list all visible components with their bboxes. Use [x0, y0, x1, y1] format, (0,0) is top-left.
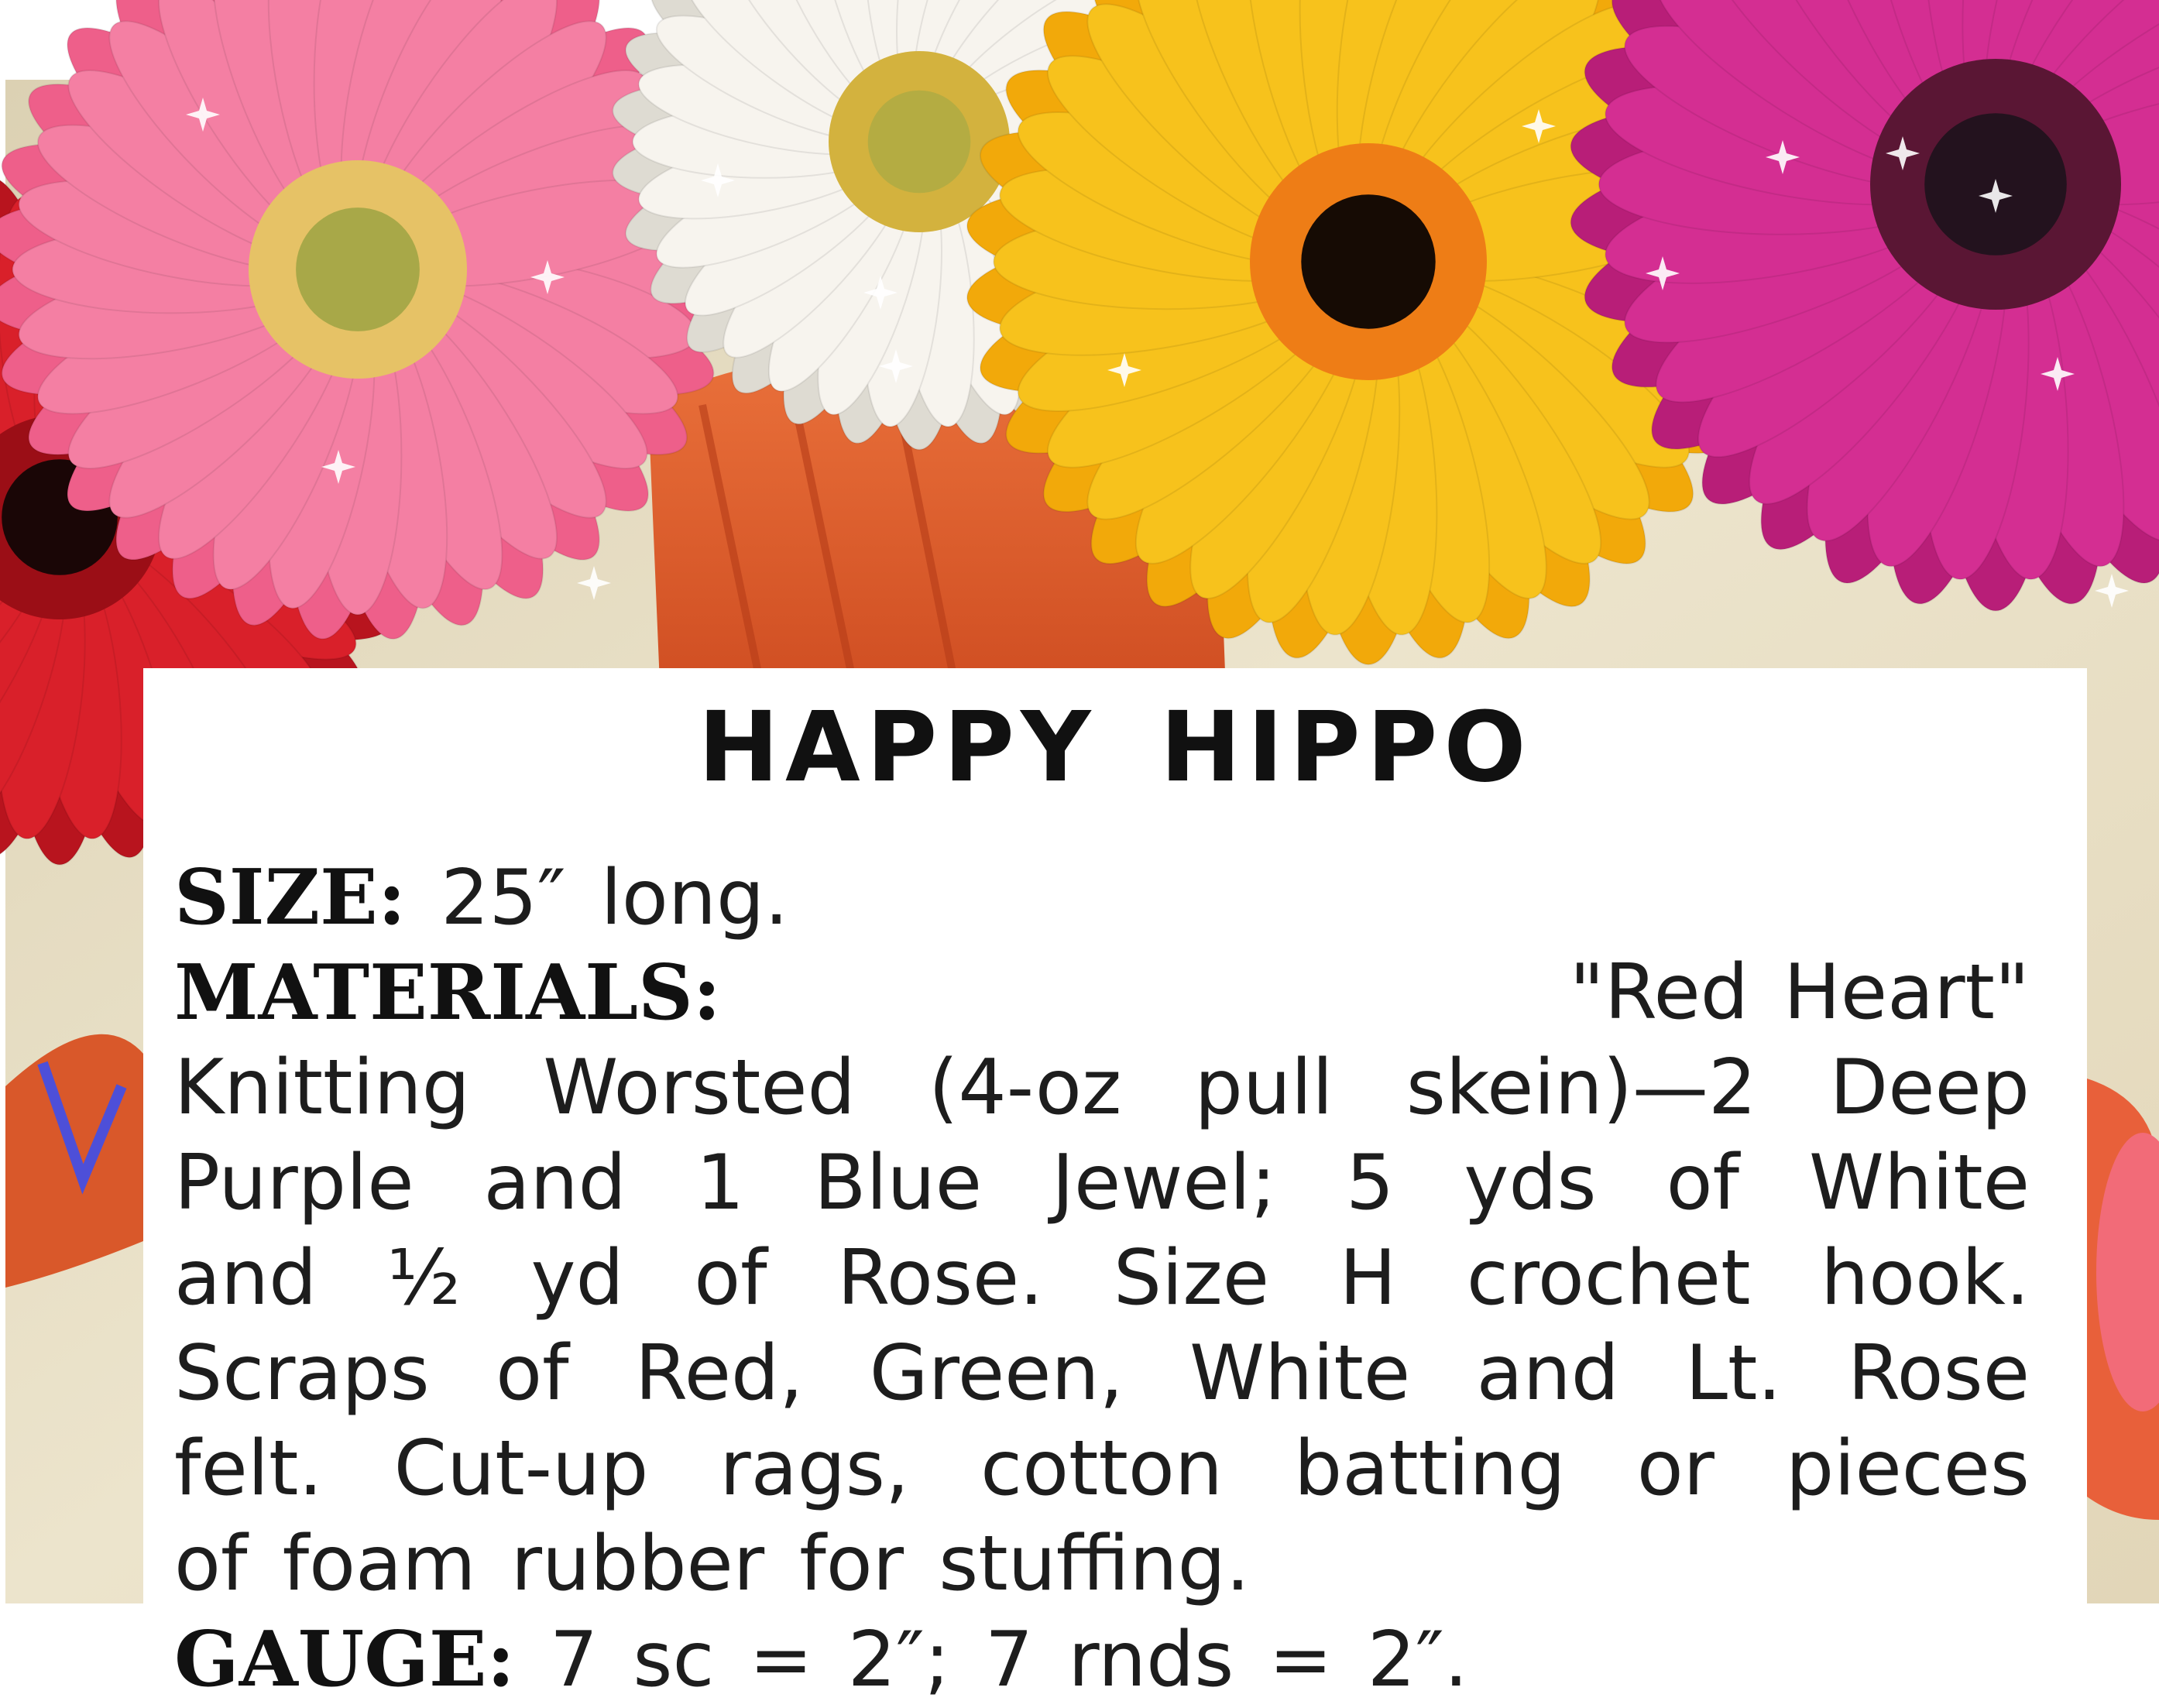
materials-label: MATERIALS:: [174, 948, 721, 1037]
flower-center: [1301, 194, 1435, 328]
flower-collage-background: [5, 80, 2159, 1704]
materials-text-line: Scraps of Red, Green, White and Lt. Rose: [174, 1329, 2030, 1418]
flower-center: [868, 91, 971, 194]
size-value: 25″ long.: [441, 854, 789, 942]
size-line: [174, 850, 2030, 945]
materials-text-line: felt. Cut-up rags, cotton batting or pieces: [174, 1425, 2030, 1513]
pattern-text: [174, 850, 2030, 1707]
materials-line: [174, 945, 2030, 1041]
materials-last-line: of foam rubber for stuffing.: [174, 1520, 1251, 1608]
materials-text-line: and ½ yd of Rose. Size H crochet hook.: [174, 1234, 2030, 1322]
page-title: HAPPY HIPPO: [698, 691, 1533, 804]
materials-text-line: Purple and 1 Blue Jewel; 5 yds of White: [174, 1139, 2030, 1227]
gauge-value: 7 sc = 2″; 7 rnds = 2″.: [549, 1616, 1468, 1704]
size-label: SIZE:: [174, 853, 407, 942]
materials-brand: "Red Heart": [1569, 948, 2030, 1037]
flower-center: [296, 207, 420, 331]
gauge-label: GAUGE:: [174, 1615, 515, 1704]
pattern-card: [143, 668, 2087, 1704]
gauge-line: [174, 1612, 2030, 1707]
materials-text-line: Knitting Worsted (4-oz pull skein)—2 Deep: [174, 1044, 2030, 1132]
